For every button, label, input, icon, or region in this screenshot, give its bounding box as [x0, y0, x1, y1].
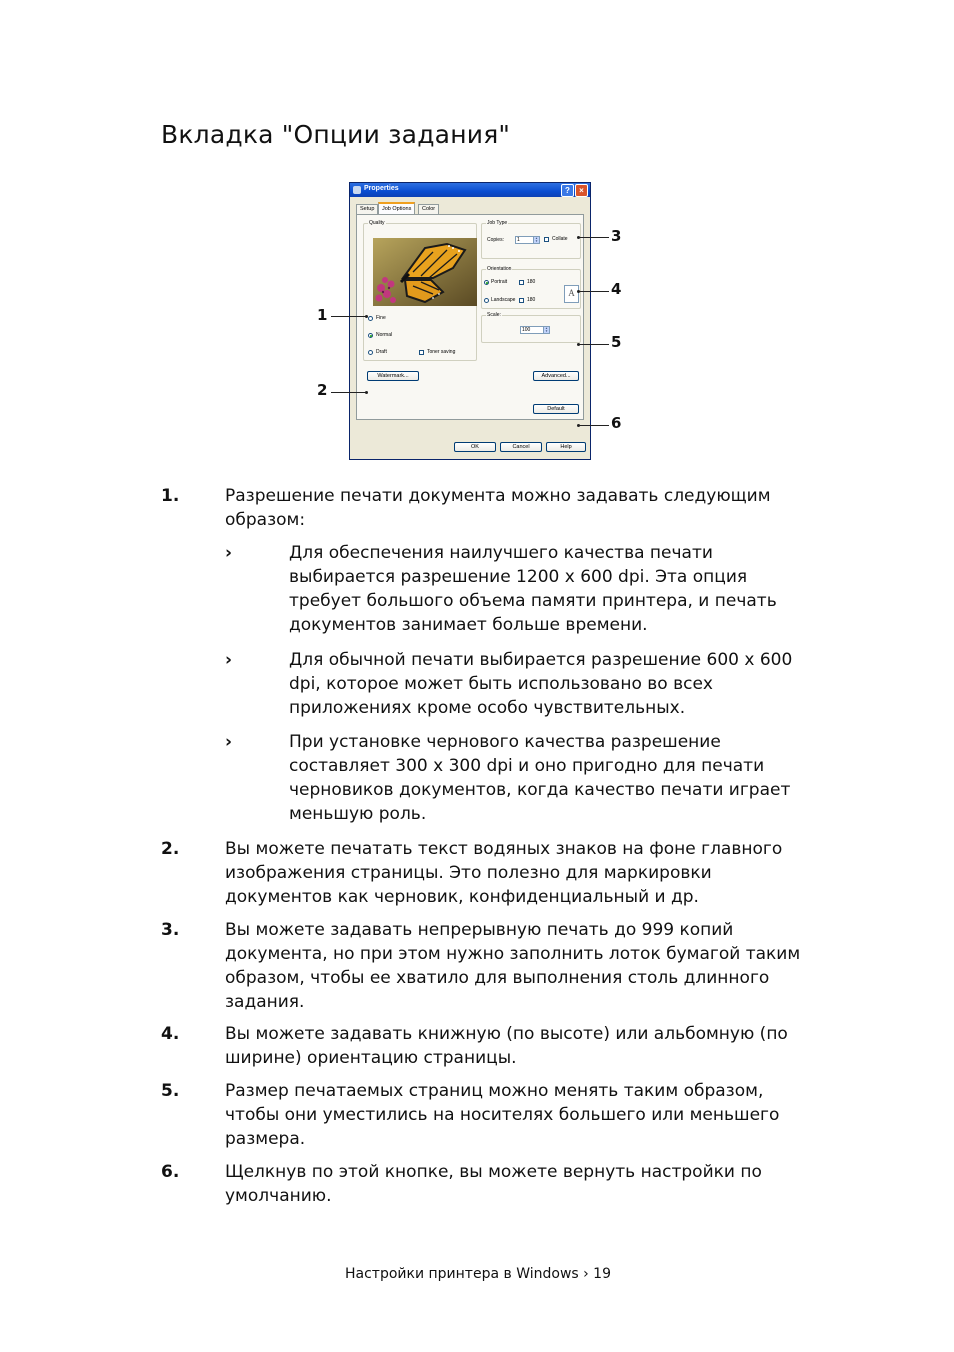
landscape-label: Landscape [491, 297, 516, 303]
properties-dialog [349, 182, 591, 460]
orientation-group [481, 266, 581, 309]
tab-color[interactable]: Color [418, 204, 439, 214]
collate-checkbox[interactable] [544, 237, 549, 242]
list-item-number: 3. [161, 920, 180, 940]
help-button[interactable]: Help [546, 442, 586, 452]
orientation-label: Orientation [487, 266, 512, 272]
watermark-button[interactable]: Watermark... [367, 371, 419, 381]
callout-4: 4 [611, 280, 622, 298]
callout-3-line [579, 237, 609, 238]
list-item-number: 1. [161, 486, 180, 506]
list-item-number: 5. [161, 1081, 180, 1101]
scale-stepper[interactable] [520, 326, 550, 334]
callout-2-line [331, 392, 366, 393]
callout-5: 5 [611, 333, 622, 351]
copies-stepper[interactable] [515, 236, 540, 244]
butterfly-preview-image [373, 238, 477, 306]
dialog-titlebar [350, 183, 590, 197]
sub-list-item-text: Для обеспечения наилучшего качества печати выбирается разрешение 1200 x 600 dpi. Эта опция требует большого объема памяти принтера, и печать документов занимает больше времени. [289, 543, 777, 635]
callout-2-dot [365, 391, 368, 394]
scale-value: 100 [522, 327, 531, 333]
callout-6-dot [577, 424, 580, 427]
chevron-right-icon: › [225, 650, 233, 670]
portrait-180-label: 180 [527, 279, 536, 285]
callout-1-dot [365, 315, 368, 318]
quality-draft-radio[interactable] [368, 350, 373, 355]
advanced-button[interactable]: Advanced... [533, 371, 579, 381]
list-item-text: Вы можете задавать непрерывную печать до 999 копий документа, но при этом нужно заполнить лоток бумагой таким образом, чтобы ее хватило для выполнения столь длинного задания. [225, 920, 801, 1012]
scale-label: Scale: [487, 312, 501, 318]
orientation-preview-icon: A [564, 285, 579, 303]
job-type-group [481, 220, 581, 259]
scale-group [481, 312, 581, 343]
callout-5-line [579, 344, 609, 345]
callout-1: 1 [317, 306, 328, 324]
quality-fine-label: Fine [376, 315, 386, 321]
tab-job-options[interactable]: Job Options [378, 202, 415, 216]
dialog-title: Properties [364, 185, 399, 192]
tab-setup[interactable]: Setup [356, 204, 378, 214]
quality-draft-label: Draft [376, 349, 387, 355]
ok-button[interactable]: OK [454, 442, 496, 452]
printer-icon [353, 186, 361, 194]
callout-3-dot [577, 236, 580, 239]
copies-value: 1 [517, 237, 520, 243]
list-item-text: Разрешение печати документа можно задавать следующим образом: [225, 486, 771, 530]
chevron-right-icon: › [225, 543, 233, 563]
page-title: Вкладка "Опции задания" [161, 120, 511, 149]
sub-list-item-text: При установке чернового качества разрешение составляет 300 x 300 dpi и оно пригодно для печати черновиков документов, когда качество печати играет меньшую роль. [289, 732, 791, 824]
callout-1-line [331, 316, 366, 317]
toner-saving-label: Toner saving [427, 349, 456, 355]
copies-label: Copies: [487, 237, 504, 243]
job-options-panel [356, 214, 584, 420]
portrait-radio[interactable] [484, 280, 489, 285]
quality-fine-radio[interactable] [368, 316, 373, 321]
list-item-number: 6. [161, 1162, 180, 1182]
page-footer: Настройки принтера в Windows › 19 [345, 1266, 611, 1282]
callout-2: 2 [317, 381, 328, 399]
default-button[interactable]: Default [533, 404, 579, 414]
callout-5-dot [577, 343, 580, 346]
cancel-button[interactable]: Cancel [500, 442, 542, 452]
toner-saving-checkbox[interactable] [419, 350, 424, 355]
quality-normal-radio[interactable] [368, 333, 373, 338]
quality-group [363, 220, 477, 361]
sub-list-item-text: Для обычной печати выбирается разрешение 600 x 600 dpi, которое может быть использовано во всех приложениях кроме особо чувствительных. [289, 650, 793, 718]
landscape-180-label: 180 [527, 297, 536, 303]
callout-4-dot [577, 290, 580, 293]
list-item-text: Размер печатаемых страниц можно менять таким образом, чтобы они уместились на носителях большего или меньшего размера. [225, 1081, 780, 1149]
list-item-number: 4. [161, 1024, 180, 1044]
spin-arrows-icon[interactable]: ▲ ▼ [535, 236, 538, 243]
close-button[interactable]: × [575, 184, 588, 197]
portrait-label: Portrait [491, 279, 508, 285]
job-type-label: Job Type [487, 220, 508, 226]
landscape-radio[interactable] [484, 298, 489, 303]
list-item-number: 2. [161, 839, 180, 859]
quality-label: Quality [369, 220, 385, 226]
collate-label: Collate [552, 236, 568, 242]
spin-arrows-icon[interactable]: ▲ ▼ [545, 326, 548, 333]
callout-3: 3 [611, 227, 622, 245]
callout-6-line [579, 425, 609, 426]
list-item-text: Вы можете задавать книжную (по высоте) или альбомную (по ширине) ориентацию страницы. [225, 1024, 788, 1068]
landscape-180-checkbox[interactable] [519, 298, 524, 303]
help-title-button[interactable]: ? [561, 184, 574, 197]
portrait-180-checkbox[interactable] [519, 280, 524, 285]
list-item-text: Вы можете печатать текст водяных знаков на фоне главного изображения страницы. Это полезно для маркировки документов как черновик, конфиденциальный и др. [225, 839, 783, 907]
quality-normal-label: Normal [376, 332, 393, 338]
list-item-text: Щелкнув по этой кнопке, вы можете вернуть настройки по умолчанию. [225, 1162, 762, 1206]
callout-6: 6 [611, 414, 622, 432]
callout-4-line [579, 291, 609, 292]
chevron-right-icon: › [225, 732, 233, 752]
